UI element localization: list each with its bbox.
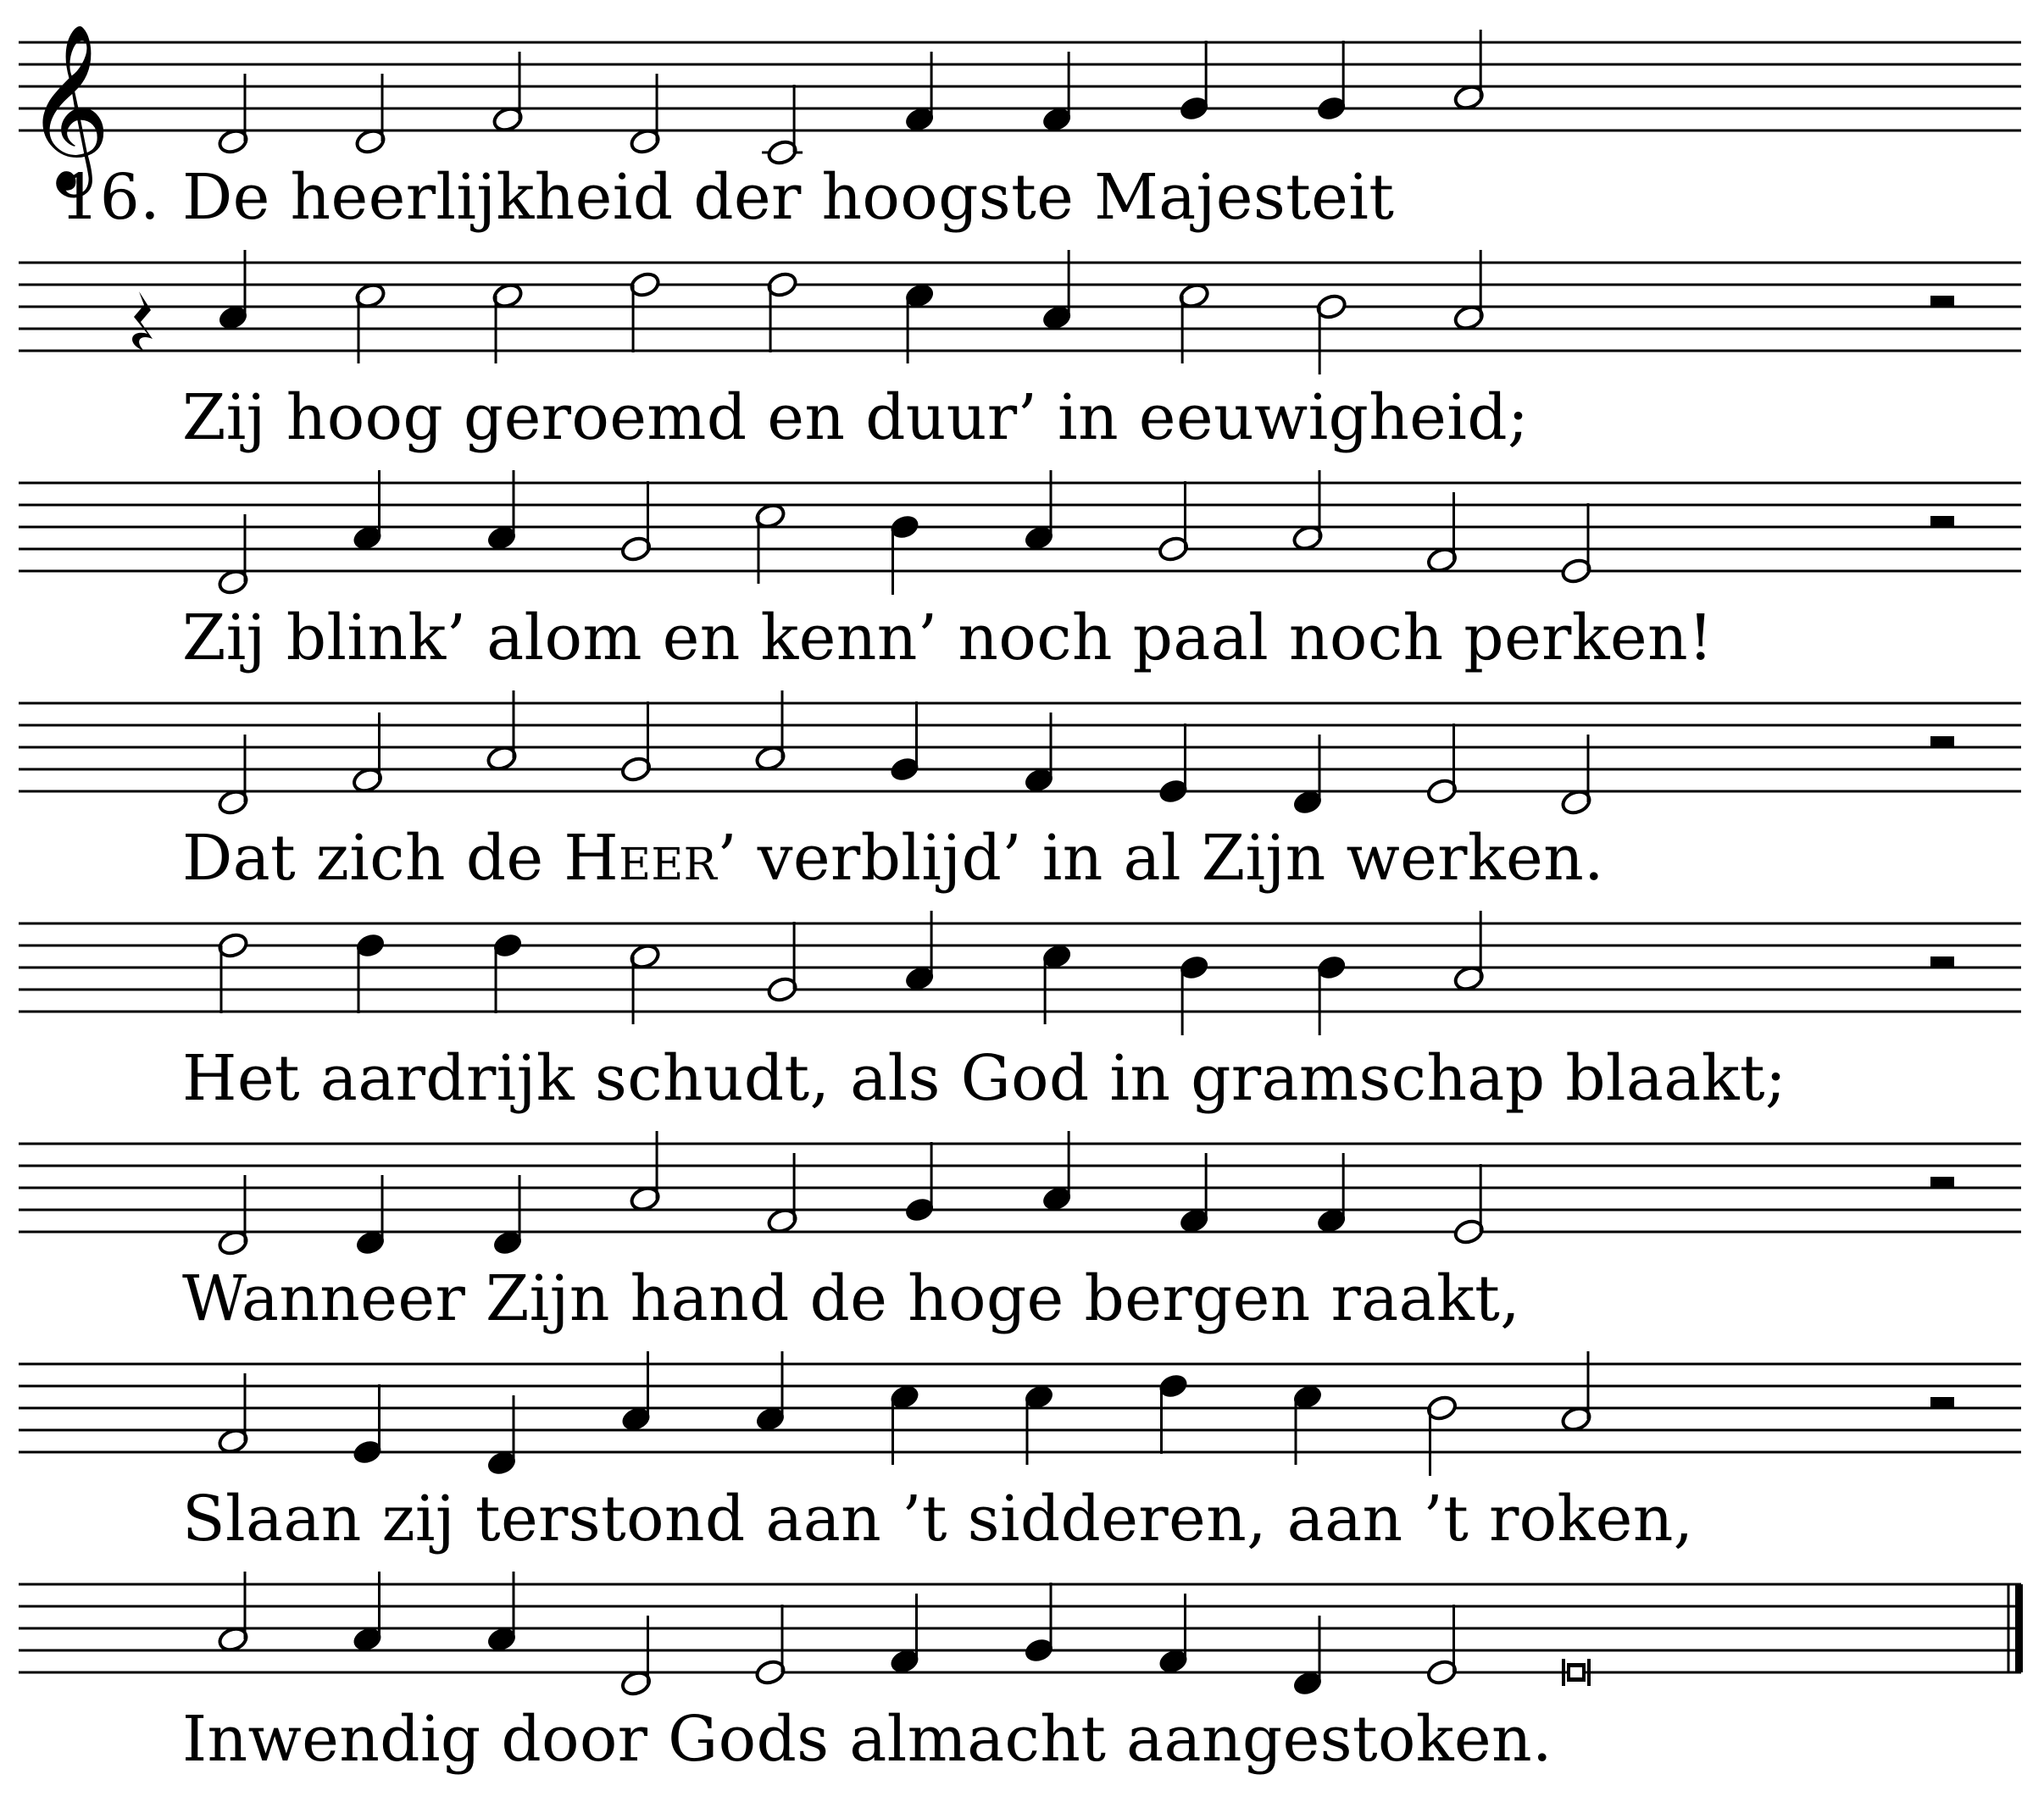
half-rest: [1930, 1177, 1954, 1188]
barline-thick: [2015, 1584, 2023, 1672]
half-note: [762, 85, 803, 167]
half-note: [1560, 503, 1592, 585]
half-rest: [1930, 736, 1954, 747]
quarter-note: [354, 931, 386, 1013]
half-note: [766, 922, 798, 1004]
lyric-line-1: 16. De heerlijkheid der hoogste Majesteit: [59, 161, 1395, 234]
quarter-note: [1023, 1583, 1055, 1665]
half-note: [217, 931, 249, 1013]
half-rest: [1930, 516, 1954, 527]
verse-number: 16.: [59, 161, 160, 234]
quarter-note: [888, 701, 920, 784]
half-note: [766, 270, 798, 352]
lyric-line-5: Het aardrijk schudt, als God in gramschap blaakt;: [182, 1042, 1787, 1115]
lyric-line-2: Zij hoog geroemd en duur’ in eeuwigheid;: [182, 381, 1530, 454]
quarter-note: [1157, 724, 1189, 806]
quarter-note: [888, 513, 920, 595]
half-rest: [1930, 296, 1954, 307]
half-rest: [1930, 956, 1954, 968]
half-note: [629, 270, 661, 352]
lyric-line-3: Zij blink’ alom en kenn’ noch paal noch perken!: [182, 602, 1714, 674]
half-note: [754, 1605, 786, 1687]
quarter-note: [1315, 41, 1347, 123]
half-note: [1452, 1164, 1485, 1246]
breve-note: [1564, 1659, 1589, 1686]
half-note: [1425, 724, 1458, 806]
quarter-note: [1178, 41, 1210, 123]
quarter-note: [1178, 953, 1210, 1035]
half-note: [1315, 292, 1347, 374]
quarter-note: [1315, 953, 1347, 1035]
quarter-rest: [132, 291, 153, 351]
lyric-line-6: Wanneer Zijn hand de hoge bergen raakt,: [182, 1262, 1520, 1335]
quarter-note: [351, 1384, 383, 1467]
half-note: [619, 701, 652, 784]
half-note: [1157, 481, 1189, 563]
half-rest: [1930, 1397, 1954, 1408]
quarter-note: [492, 931, 524, 1013]
lyric-line-8: Inwendig door Gods almacht aangestoken.: [182, 1703, 1552, 1776]
lyric-line-7: Slaan zij terstond aan ’t sidderen, aan ’t roken,: [182, 1483, 1694, 1555]
half-note: [619, 481, 652, 563]
lyric-line-4: Dat zich de Heer’ verblijd’ in al Zijn werken.: [182, 822, 1604, 895]
quarter-note: [1157, 1372, 1189, 1454]
half-note: [1425, 1605, 1458, 1687]
quarter-note: [903, 1142, 936, 1224]
treble-clef: 𝄞: [25, 23, 111, 191]
half-note: [1425, 1394, 1458, 1476]
